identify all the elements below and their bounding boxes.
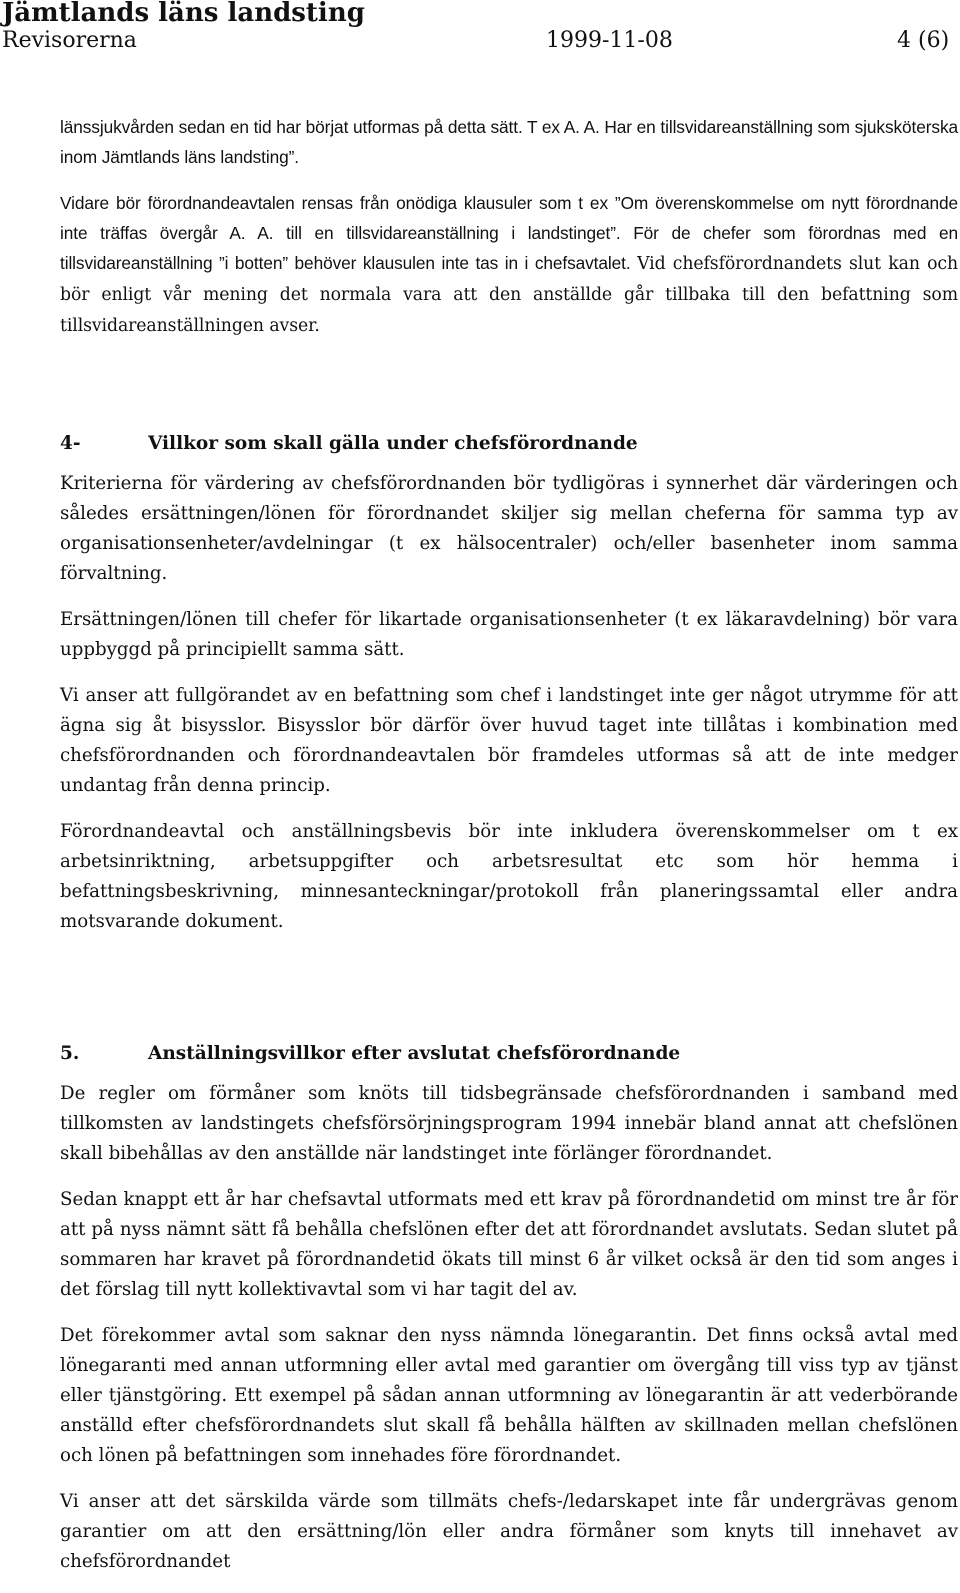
organization-name: Jämtlands läns landsting bbox=[2, 0, 365, 28]
section-5-heading bbox=[60, 1039, 958, 1069]
intro-paragraph-2-part-b: Vid chefsförordnandets slut kan och bör enligt vår mening det normala vara att den anställde går tillbaka till den befattning som tillsvidareanställningen avser. bbox=[60, 254, 958, 336]
document-date: 1999-11-08 bbox=[546, 28, 673, 53]
section-5-paragraph: Det förekommer avtal som saknar den nyss nämnda lönegarantin. Det finns också avtal med lönegaranti med annan utformning eller avtal med garantier om övergång till viss typ av tjänst eller tjänstgöring. Ett exempel på sådan annan utformning av lönegarantin är att vederbörande anställd efter chefsförordnandets slut skall få behålla hälften av skillnaden mellan chefslönen och lönen på befattningen som innehades före förordnandet. bbox=[60, 1325, 958, 1466]
section-5-paragraph: Vi anser att det särskilda värde som tillmäts chefs-/ledarskapet inte får undergrävas genom garantier om att den ersättning/lön eller andra förmåner som knyts till innehavet av chefsförordnandet bbox=[60, 1491, 958, 1572]
header-subline bbox=[2, 28, 950, 60]
section-4-paragraph: Kriterierna för värdering av chefsförordnanden bör tydligöras i synnerhet där värderingen och således ersättningen/lönen för förordnandet skiljer sig mellan cheferna för samma typ av organisationsenheter/avdelningar (t ex hälsocentraler) och/eller basenheter inom samma förvaltning. bbox=[60, 473, 958, 584]
page-header bbox=[0, 0, 960, 64]
intro-paragraph-1: länssjukvården sedan en tid har börjat utformas på detta sätt. T ex A. A. Har en tillsvidareanställning som sjuksköterska inom Jämtlands läns landsting”. bbox=[60, 117, 958, 167]
section-4-number: 4- bbox=[60, 433, 81, 454]
section-5-paragraph: Sedan knappt ett år har chefsavtal utformats med ett krav på förordnandetid om minst tre år för att på nyss nämnt sätt få behålla chefslönen efter det att förordnandet avslutats. Sedan slutet på sommaren har kravet på förordnandetid ökats till minst 6 år vilket också är den tid som anges i det förslag till nytt kollektivavtal som vi har tagit del av. bbox=[60, 1189, 958, 1300]
section-5-paragraph: De regler om förmåner som knöts till tidsbegränsade chefsförordnanden i samband med tillkomsten av landstingets chefsförsörjningsprogram 1994 innebär bland annat att chefslönen skall bibehållas av den anställde när landstinget inte förlänger förordnandet. bbox=[60, 1083, 958, 1164]
section-4-heading bbox=[60, 429, 958, 459]
section-4-paragraph: Förordnandeavtal och anställningsbevis bör inte inkludera överenskommelser om t ex arbetsinriktning, arbetsuppgifter och arbetsresultat etc som hör hemma i befattningsbeskrivning, minnesanteckningar/protokoll från planeringssamtal eller andra motsvarande dokument. bbox=[60, 821, 958, 932]
intro-paragraph-2 bbox=[60, 188, 958, 341]
section-4-paragraph: Vi anser att fullgörandet av en befattning som chef i landstinget inte ger något utrymme för att ägna sig åt bisysslor. Bisysslor bör därför över huvud taget inte tillåtas i kombination med chefsförordnanden och förordnandeavtalen bör framdeles utformas så att de inte medger undantag från denna princip. bbox=[60, 685, 958, 796]
section-5-title: Anställningsvillkor efter avslutat chefsförordnande bbox=[148, 1043, 681, 1064]
section-5-number: 5. bbox=[60, 1043, 80, 1064]
page-number: 4 (6) bbox=[897, 28, 950, 53]
section-4-title: Villkor som skall gälla under chefsförordnande bbox=[148, 433, 638, 454]
department-name: Revisorerna bbox=[2, 28, 137, 53]
document-body bbox=[60, 112, 958, 1593]
section-4-paragraph: Ersättningen/lönen till chefer för likartade organisationsenheter (t ex läkaravdelning) bör vara uppbyggd på principiellt samma sätt. bbox=[60, 609, 958, 660]
intro-paragraph-2-part-a: Vidare bör förordnandeavtalen rensas från onödiga klausuler som t ex ”Om överenskommelse om nytt förordnande inte träffas övergår A. A. till en tillsvidareanställning i landstinget”. För de chefer som förordnas med en tillsvidareanställning ”i botten” behöver klausulen inte tas in i chefsavtalet. bbox=[60, 193, 958, 273]
